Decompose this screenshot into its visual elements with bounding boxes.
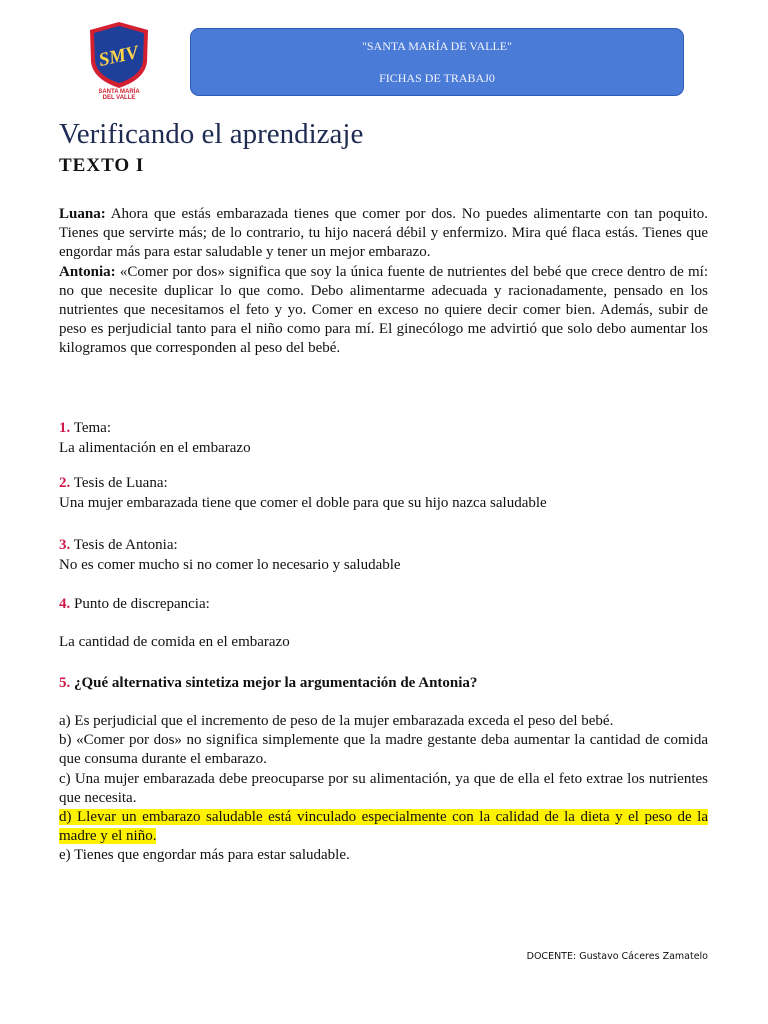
- logo-caption-1: SANTA MARÍA: [98, 89, 140, 95]
- speaker-luana: Luana:: [59, 206, 106, 222]
- worksheet-label: FICHAS DE TRABAJ0: [379, 71, 495, 85]
- teacher-credit: DOCENTE: Gustavo Cáceres Zamatelo: [526, 951, 708, 962]
- logo-letters: SMV: [96, 42, 141, 71]
- question-5: [59, 674, 708, 694]
- section-subtitle: TEXTO I: [59, 155, 145, 176]
- question-1: [59, 419, 708, 458]
- alternative-b: b) «Comer por dos» no significa simplemente que la madre gestante deba aumentar la cantidad de comida que consuma durante el embarazo.: [59, 732, 708, 768]
- question-number: 3.: [59, 537, 71, 553]
- question-4-answer: La cantidad de comida en el embarazo: [59, 634, 290, 650]
- question-3: [59, 536, 708, 575]
- question-number: 2.: [59, 475, 71, 491]
- question-label: Tema:: [70, 420, 111, 436]
- alternatives-list: [59, 712, 708, 866]
- question-number: 5.: [59, 675, 71, 691]
- alternative-e: e) Tienes que engordar más para estar saludable.: [59, 847, 350, 864]
- question-label: ¿Qué alternativa sintetiza mejor la argumentación de Antonia?: [70, 675, 478, 691]
- school-logo: [85, 20, 153, 100]
- page-title: Verificando el aprendizaje: [59, 118, 364, 150]
- question-number: 1.: [59, 420, 71, 436]
- header-banner: [190, 28, 684, 96]
- question-label: Tesis de Antonia:: [70, 537, 178, 553]
- question-answer: Una mujer embarazada tiene que comer el doble para que su hijo nazca saludable: [59, 494, 547, 511]
- question-4: [59, 595, 708, 615]
- dialogue-text: [59, 205, 708, 359]
- shield-icon: [85, 20, 153, 100]
- question-answer: La alimentación en el embarazo: [59, 439, 251, 456]
- highlighted-answer: d) Llevar un embarazo saludable está vinculado especialmente con la calidad de la dieta y el peso de la madre y el niño.: [59, 809, 708, 845]
- alternative-a: a) Es perjudicial que el incremento de peso de la mujer embarazada exceda el peso del bebé.: [59, 713, 614, 729]
- alternative-d-highlighted: [59, 808, 708, 846]
- luana-speech: Ahora que estás embarazada tienes que comer por dos. No puedes alimentarte con tan poquito. Tienes que servirte más; de lo contrario, tu hijo nacerá débil y enfermizo. Mira qué flaca estás. Tienes que engordar más para estar saludable y tener un mejor embarazo.: [59, 206, 708, 261]
- question-label: Tesis de Luana:: [70, 475, 168, 491]
- question-number: 4.: [59, 596, 71, 612]
- antonia-speech: «Comer por dos» significa que soy la única fuente de nutrientes del bebé que crece dentro de mí: no que necesite duplicar lo que como. Debo alimentarme adecuada y racionadamente, pensado en los nutrientes que necesitamos el feto y yo. Comer en exceso no quiere decir comer bien. Además, subir de peso es perjudicial tanto para el niño como para mí. El ginecólogo me advirtió que solo debo aumentar los kilogramos que corresponden al peso del bebé.: [59, 263, 708, 357]
- speaker-antonia: Antonia:: [59, 263, 116, 280]
- alternative-c: c) Una mujer embarazada debe preocuparse por su alimentación, ya que de ella el feto extrae los nutrientes que necesita.: [59, 770, 708, 806]
- question-answer: No es comer mucho si no comer lo necesario y saludable: [59, 556, 401, 573]
- question-2: [59, 474, 708, 513]
- question-label: Punto de discrepancia:: [70, 596, 210, 612]
- logo-caption-2: DEL VALLE: [102, 95, 136, 100]
- school-name: "SANTA MARÍA DE VALLE": [361, 39, 513, 53]
